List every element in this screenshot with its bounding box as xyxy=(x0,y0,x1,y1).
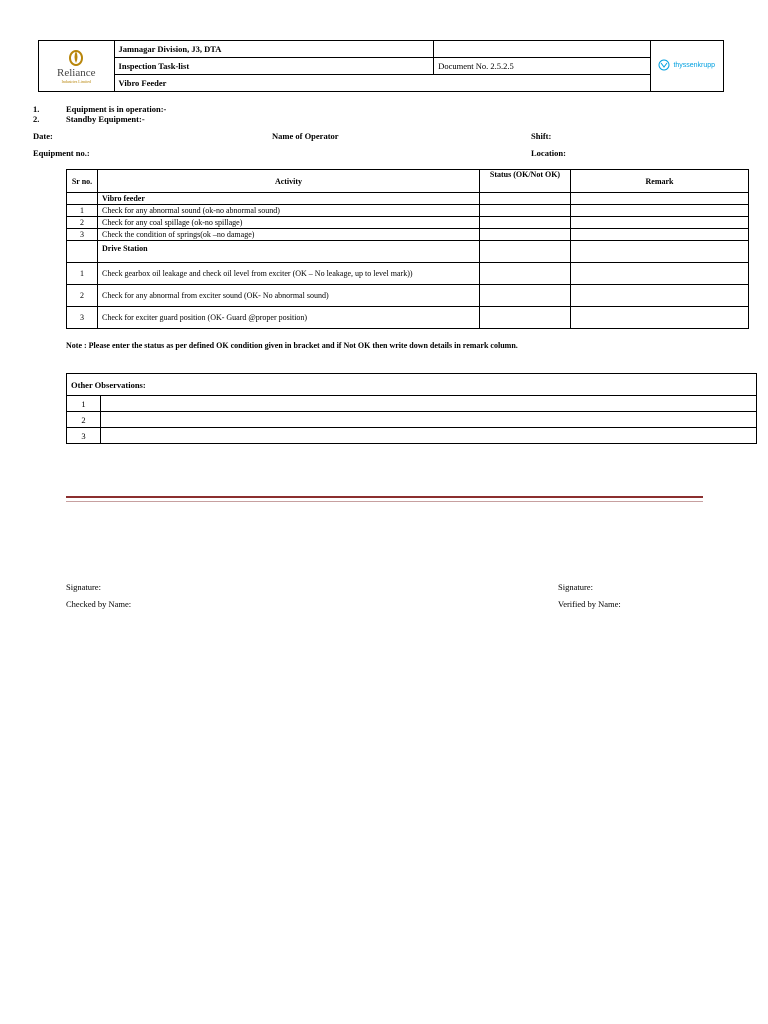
shift-field[interactable]: Shift: xyxy=(531,131,552,141)
status-cell[interactable] xyxy=(480,217,571,229)
status-line-num: 2. xyxy=(33,114,40,124)
status-cell[interactable] xyxy=(480,229,571,241)
activity-cell: Check for any abnormal sound (ok-no abnormal sound) xyxy=(98,205,480,217)
sr-cell: 2 xyxy=(67,285,98,307)
status-cell[interactable] xyxy=(480,307,571,329)
table-row xyxy=(67,217,749,229)
table-row xyxy=(67,205,749,217)
status-line-1 xyxy=(33,104,166,114)
remark-cell[interactable] xyxy=(571,205,749,217)
status-cell[interactable] xyxy=(480,285,571,307)
status-line-2 xyxy=(33,114,145,124)
observations-title: Other Observations: xyxy=(67,374,757,396)
col-remark-header: Remark xyxy=(571,170,749,193)
observation-input[interactable] xyxy=(101,396,757,412)
remark-cell[interactable] xyxy=(571,241,749,263)
observation-input[interactable] xyxy=(101,428,757,444)
remark-cell[interactable] xyxy=(571,217,749,229)
remark-cell[interactable] xyxy=(571,263,749,285)
operator-field[interactable]: Name of Operator xyxy=(272,131,339,141)
observation-num: 1 xyxy=(67,396,101,412)
reliance-logo-text: Reliance xyxy=(57,66,96,79)
reliance-logo-subtext: Industries Limited xyxy=(61,78,91,84)
status-line-text: Equipment is in operation:- xyxy=(66,104,167,114)
division-cell: Jamnagar Division, J3, DTA xyxy=(114,41,434,58)
activity-cell: Check gearbox oil leakage and check oil level from exciter (OK – No leakage, up to level mark)) xyxy=(98,263,480,285)
date-field[interactable]: Date: xyxy=(33,131,53,141)
status-cell[interactable] xyxy=(480,193,571,205)
section-row xyxy=(67,241,749,263)
activity-cell: Check the condition of springs(ok –no damage) xyxy=(98,229,480,241)
verified-by-name[interactable]: Verified by Name: xyxy=(558,599,621,609)
remark-cell[interactable] xyxy=(571,229,749,241)
sr-cell: 3 xyxy=(67,229,98,241)
section-title: Drive Station xyxy=(98,241,480,263)
observation-row xyxy=(67,428,757,444)
sr-cell: 1 xyxy=(67,205,98,217)
section-title: Vibro feeder xyxy=(98,193,480,205)
observations-table xyxy=(66,373,757,444)
table-row xyxy=(67,285,749,307)
table-row xyxy=(67,229,749,241)
checked-by-name[interactable]: Checked by Name: xyxy=(66,599,132,609)
activity-cell: Check for exciter guard position (OK- Guard @proper position) xyxy=(98,307,480,329)
col-status-header: Status (OK/Not OK) xyxy=(480,170,571,193)
sr-cell: 3 xyxy=(67,307,98,329)
sr-cell: 2 xyxy=(67,217,98,229)
table-row xyxy=(67,263,749,285)
table-row xyxy=(67,307,749,329)
activity-cell: Check for any coal spillage (ok-no spillage) xyxy=(98,217,480,229)
thyssenkrupp-logo xyxy=(650,41,723,92)
left-signature[interactable]: Signature: xyxy=(66,582,101,592)
observation-input[interactable] xyxy=(101,412,757,428)
observation-num: 2 xyxy=(67,412,101,428)
remark-cell[interactable] xyxy=(571,307,749,329)
equipment-no-field[interactable]: Equipment no.: xyxy=(33,148,90,158)
activity-cell: Check for any abnormal from exciter sound (OK- No abnormal sound) xyxy=(98,285,480,307)
remark-cell[interactable] xyxy=(571,193,749,205)
document-number: Document No. 2.5.2.5 xyxy=(434,58,650,75)
inspection-table xyxy=(66,169,749,329)
observation-row xyxy=(67,396,757,412)
equipment-title: Vibro Feeder xyxy=(114,75,650,92)
status-cell[interactable] xyxy=(480,263,571,285)
status-cell[interactable] xyxy=(480,241,571,263)
blank-cell xyxy=(434,41,650,58)
status-line-num: 1. xyxy=(33,104,40,114)
doc-type-cell: Inspection Task-list xyxy=(114,58,434,75)
divider-rule xyxy=(66,496,703,502)
right-signature[interactable]: Signature: xyxy=(558,582,593,592)
thyssenkrupp-icon xyxy=(658,59,670,71)
status-line-text: Standby Equipment:- xyxy=(66,114,145,124)
reliance-flame-icon xyxy=(66,48,86,66)
thyssenkrupp-text: thyssenkrupp xyxy=(673,61,716,69)
reliance-logo xyxy=(39,41,115,92)
status-cell[interactable] xyxy=(480,205,571,217)
table-header-row xyxy=(67,170,749,193)
observation-row xyxy=(67,412,757,428)
observation-num: 3 xyxy=(67,428,101,444)
col-sr-header: Sr no. xyxy=(67,170,98,193)
location-field[interactable]: Location: xyxy=(531,148,566,158)
note-text: Note : Please enter the status as per defined OK condition given in bracket and if Not OK then write down details in remark column. xyxy=(66,341,518,350)
col-activity-header: Activity xyxy=(98,170,480,193)
document-header xyxy=(38,40,724,92)
sr-cell: 1 xyxy=(67,263,98,285)
section-row xyxy=(67,193,749,205)
remark-cell[interactable] xyxy=(571,285,749,307)
